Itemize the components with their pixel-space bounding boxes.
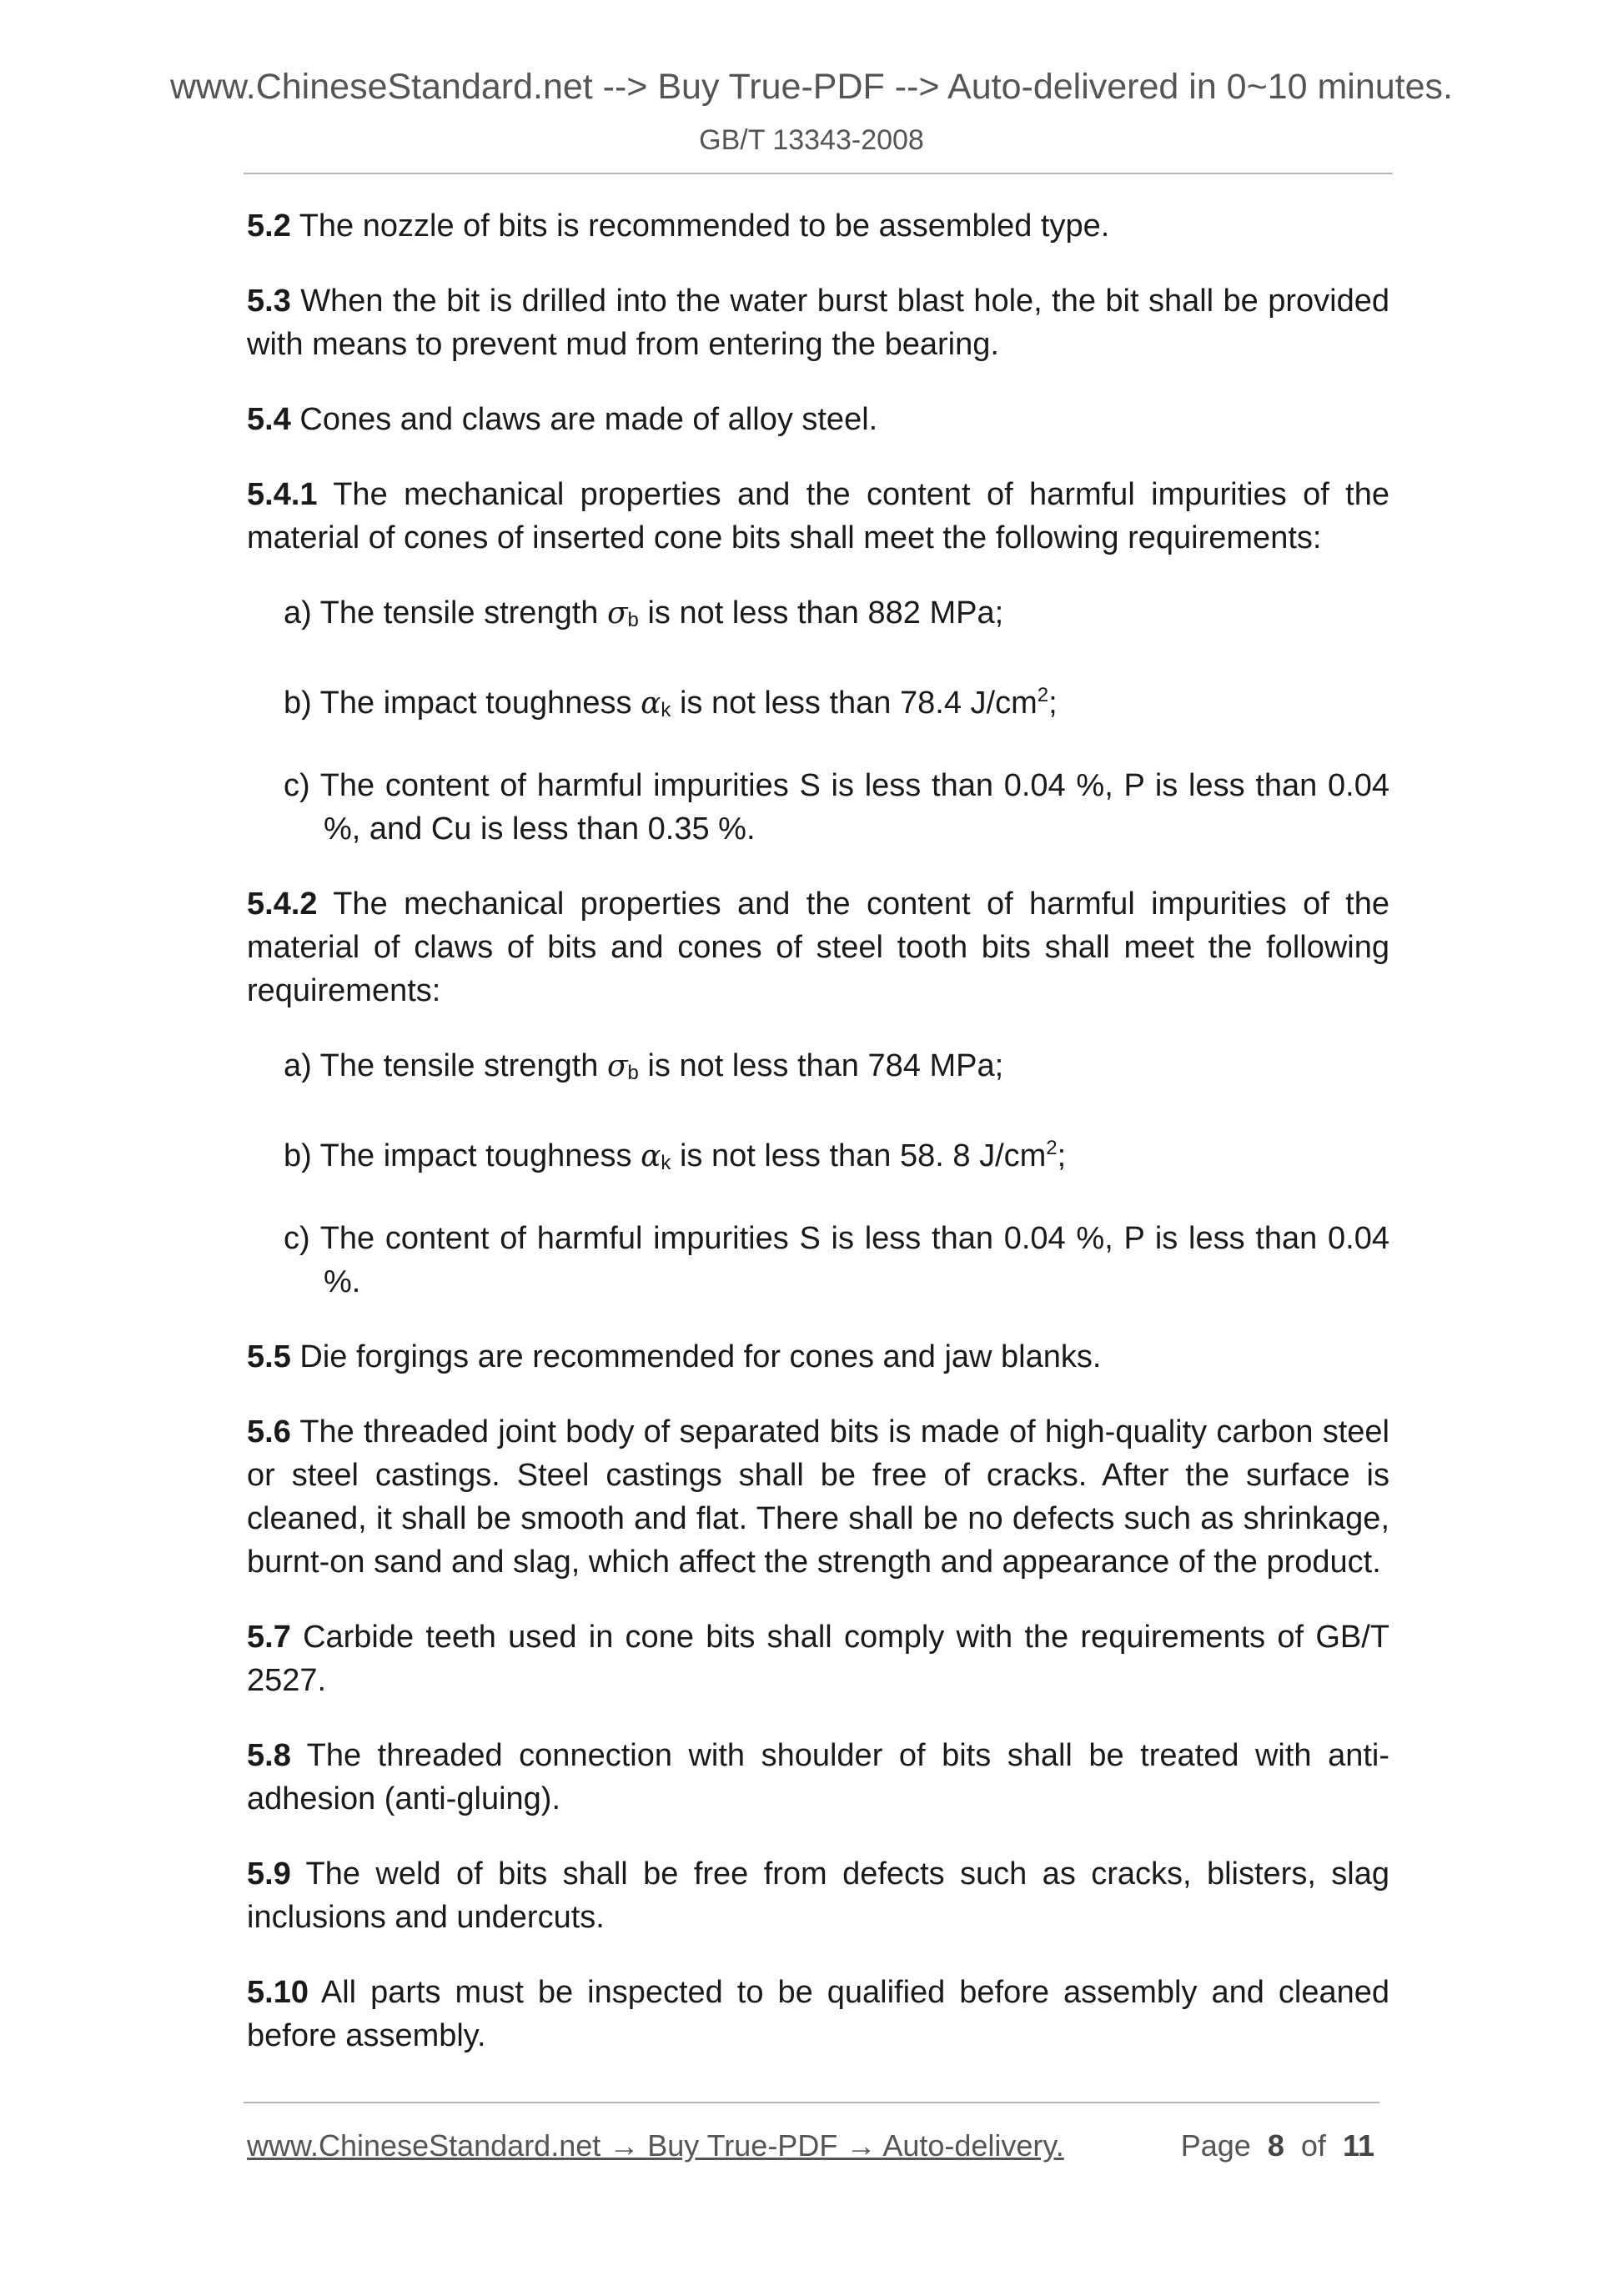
of-label: of <box>1300 2128 1326 2163</box>
subscript: b <box>627 1062 639 1084</box>
item-text: is not less than 882 MPa; <box>638 595 1004 631</box>
clause-text: The mechanical properties and the content of harmful impurities of the material of cones of inserted cone bits shall meet the following requirements: <box>247 477 1389 555</box>
clause-5-8 <box>247 1734 1389 1821</box>
clause-number: 5.2 <box>247 208 291 244</box>
document-body <box>247 204 1389 2089</box>
page-footer <box>247 2127 1381 2165</box>
clause-5-4 <box>247 398 1389 441</box>
clause-text: The mechanical properties and the content of harmful impurities of the material of claws of bits and cones of steel tooth bits shall meet the following requirements: <box>247 887 1389 1008</box>
clause-5-7 <box>247 1615 1389 1702</box>
clause-number: 5.5 <box>247 1339 291 1374</box>
page-number: 8 <box>1267 2128 1284 2163</box>
item-text: b) The impact toughness <box>284 1138 641 1173</box>
page-header <box>0 65 1623 157</box>
item-text: ; <box>1048 686 1058 721</box>
clause-number: 5.3 <box>247 284 291 319</box>
clause-number: 5.4 <box>247 402 291 437</box>
item-text: is not less than 78.4 J/cm <box>671 686 1038 721</box>
standard-number: GB/T 13343-2008 <box>699 124 924 156</box>
clause-5-4-1 <box>247 473 1389 560</box>
item-text: ; <box>1057 1138 1067 1173</box>
clause-text: The threaded joint body of separated bits is made of high-quality carbon steel or steel castings. Steel castings shall be free of cracks. After the surface is cleaned, it shall be smooth and flat. There shall be no defects such as shrinkage, burnt-on sand and slag, which affect the strength and appearance of the product. <box>247 1414 1389 1580</box>
item-text: a) The tensile strength <box>284 595 607 631</box>
list-item-impurities: c) The content of harmful impurities S is less than 0.04 %, P is less than 0.04 %, and Cu is less than 0.35 %. <box>284 768 1389 847</box>
clause-text: The weld of bits shall be free from defects such as cracks, blisters, slag inclusions and undercuts. <box>247 1856 1389 1935</box>
clause-text: Die forgings are recommended for cones and jaw blanks. <box>299 1339 1102 1374</box>
subscript: k <box>661 699 671 721</box>
subscript: k <box>661 1152 671 1174</box>
list-item-impact-toughness <box>284 1127 1389 1185</box>
list-item-impurities: c) The content of harmful impurities S is less than 0.04 %, P is less than 0.04 %. <box>284 1221 1389 1299</box>
clause-number: 5.4.1 <box>247 477 318 512</box>
item-text: is not less than 58. 8 J/cm <box>671 1138 1047 1173</box>
clause-5-9 <box>247 1852 1389 1939</box>
clause-number: 5.7 <box>247 1620 291 1655</box>
list-item-impact-toughness <box>284 674 1389 732</box>
clause-number: 5.6 <box>247 1414 291 1449</box>
sigma-symbol: σ <box>606 596 628 631</box>
list-item-tensile-strength <box>284 1044 1389 1095</box>
header-divider <box>244 173 1393 174</box>
page-label: Page <box>1180 2128 1251 2163</box>
item-text: is not less than 784 MPa; <box>638 1048 1004 1083</box>
footer-divider <box>244 2102 1379 2103</box>
item-text: a) The tensile strength <box>284 1048 607 1083</box>
clause-text: Carbide teeth used in cone bits shall comply with the requirements of GB/T 2527. <box>247 1620 1389 1698</box>
clause-5-2 <box>247 204 1389 248</box>
page-indicator <box>1181 2127 1374 2165</box>
clause-5-6 <box>247 1410 1389 1584</box>
subscript: b <box>627 609 639 631</box>
superscript: 2 <box>1037 684 1049 706</box>
clause-number: 5.4.2 <box>247 887 318 922</box>
item-text: b) The impact toughness <box>284 686 641 721</box>
clause-number: 5.9 <box>247 1856 291 1892</box>
clause-text: The nozzle of bits is recommended to be assembled type. <box>299 208 1110 244</box>
alpha-symbol: α <box>641 1139 661 1173</box>
sigma-symbol: σ <box>606 1049 628 1083</box>
clause-5-10 <box>247 1971 1389 2057</box>
superscript: 2 <box>1046 1137 1058 1159</box>
header-banner[interactable]: www.ChineseStandard.net --> Buy True-PDF --> Auto-delivered in 0~10 minutes. <box>169 67 1453 107</box>
clause-5-5 <box>247 1335 1389 1379</box>
alpha-symbol: α <box>641 686 661 721</box>
clause-text: When the bit is drilled into the water burst blast hole, the bit shall be provided with means to prevent mud from entering the bearing. <box>247 284 1389 362</box>
page-total: 11 <box>1342 2128 1374 2163</box>
clause-text: Cones and claws are made of alloy steel. <box>299 402 878 437</box>
clause-text: The threaded connection with shoulder of bits shall be treated with anti-adhesion (anti-gluing). <box>247 1738 1389 1816</box>
clause-5-4-2 <box>247 882 1389 1012</box>
clause-5-3 <box>247 279 1389 366</box>
clause-number: 5.8 <box>247 1738 291 1773</box>
list-item-tensile-strength <box>284 591 1389 642</box>
clause-text: All parts must be inspected to be qualified before assembly and cleaned before assembly. <box>247 1975 1389 2053</box>
clause-number: 5.10 <box>247 1975 309 2010</box>
footer-link[interactable]: www.ChineseStandard.net → Buy True-PDF → Auto-delivery. <box>247 2128 1064 2163</box>
